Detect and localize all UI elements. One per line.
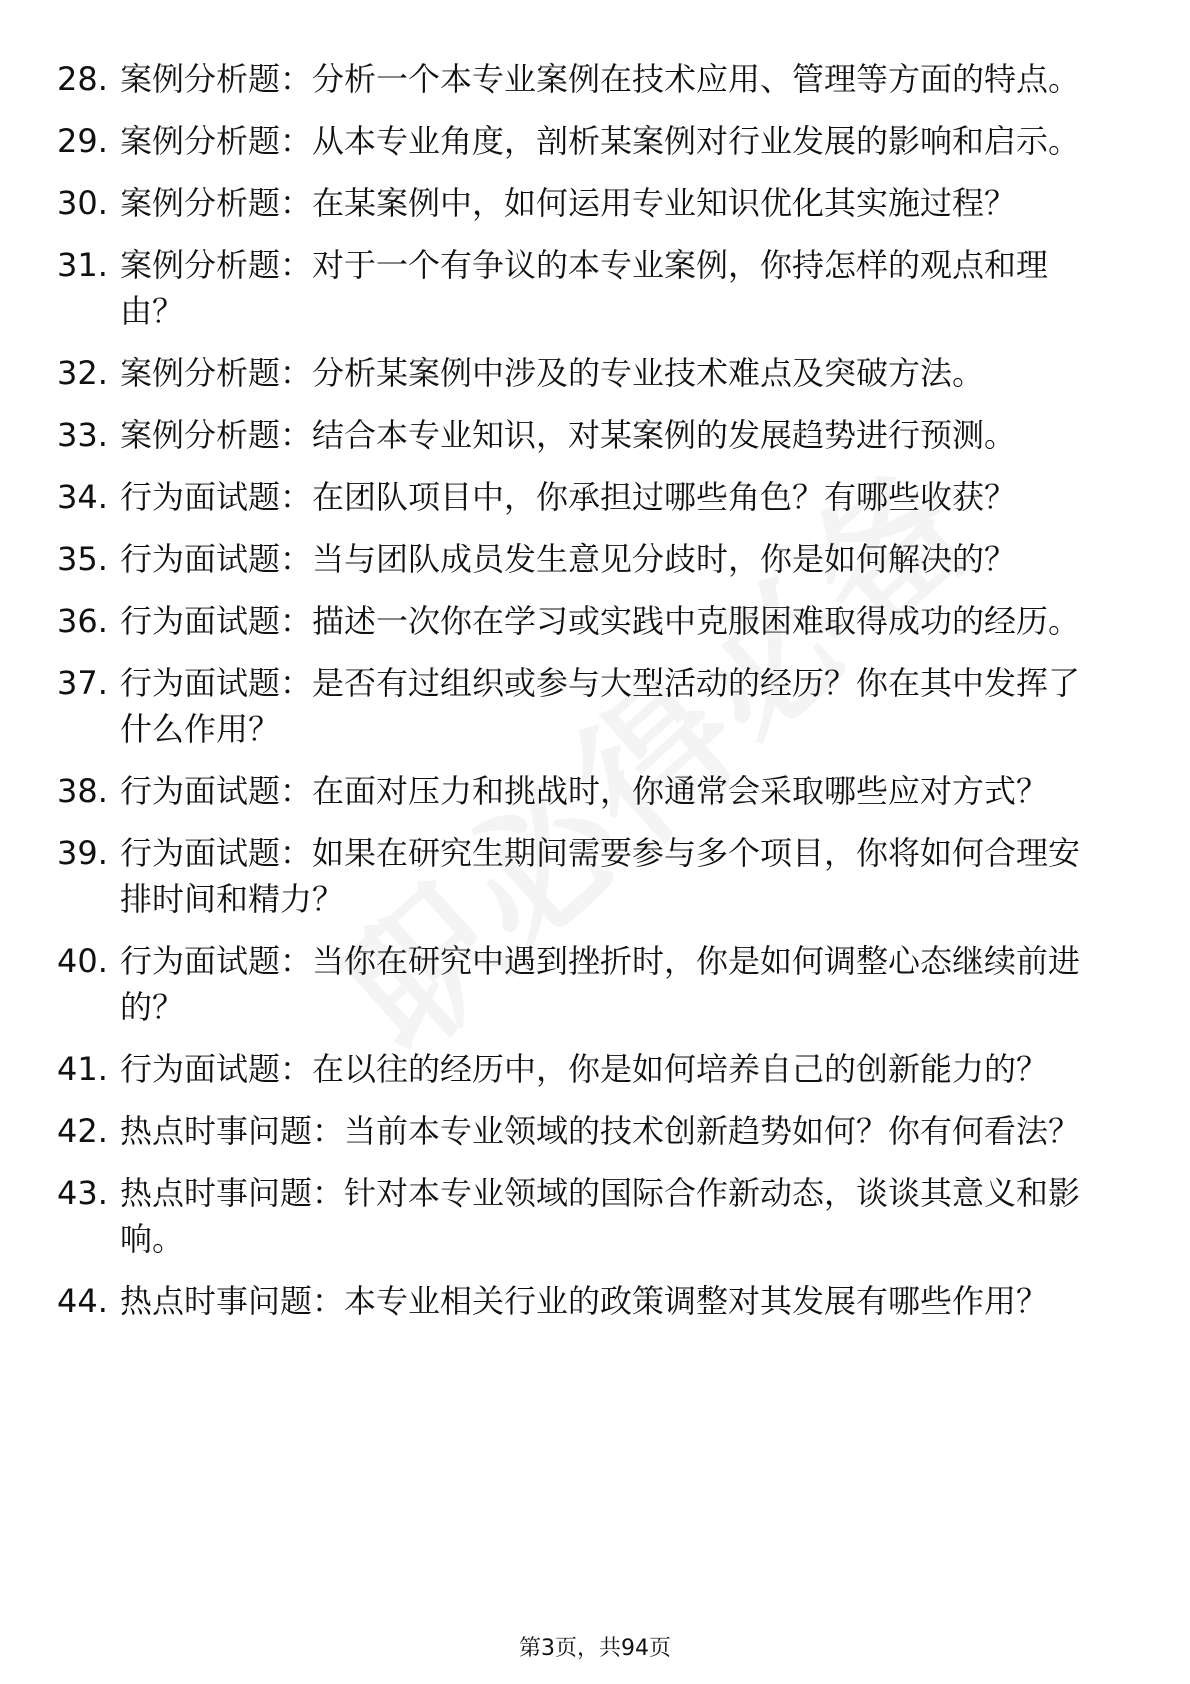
question-category: 行为面试题：: [120, 478, 313, 516]
question-text: 在面对压力和挑战时，你通常会采取哪些应对方式？: [312, 772, 1049, 810]
question-text: 分析一个本专业案例在技术应用、管理等方面的特点。: [312, 60, 1081, 98]
question-body: [120, 180, 1110, 226]
question-category: 案例分析题：: [120, 354, 313, 392]
question-text: 如果在研究生期间需要参与多个项目，你将如何合理安排时间和精力？: [120, 834, 1081, 918]
question-category: 案例分析题：: [120, 60, 313, 98]
question-list: [0, 56, 1190, 1340]
question-number: 39.: [57, 834, 108, 872]
list-item: [0, 350, 1190, 396]
question-body: [120, 242, 1110, 334]
question-number: 32.: [57, 354, 108, 392]
list-item: [0, 660, 1190, 752]
question-number: 28.: [57, 60, 108, 98]
question-body: [120, 598, 1110, 644]
question-category: 热点时事问题：: [120, 1174, 345, 1212]
question-text: 在以往的经历中，你是如何培养自己的创新能力的？: [312, 1050, 1049, 1088]
list-item: [0, 1278, 1190, 1324]
question-text: 在团队项目中，你承担过哪些角色？有哪些收获？: [312, 478, 1017, 516]
list-item: [0, 412, 1190, 458]
question-number: 41.: [57, 1050, 108, 1088]
question-category: 案例分析题：: [120, 416, 313, 454]
question-body: [120, 1278, 1110, 1324]
question-body: [120, 660, 1110, 752]
question-category: 行为面试题：: [120, 834, 313, 872]
question-body: [120, 830, 1110, 922]
question-body: [120, 536, 1110, 582]
question-number: 43.: [57, 1174, 108, 1212]
question-category: 行为面试题：: [120, 942, 313, 980]
list-item: [0, 242, 1190, 334]
question-text: 在某案例中，如何运用专业知识优化其实施过程？: [312, 184, 1017, 222]
question-text: 描述一次你在学习或实践中克服困难取得成功的经历。: [312, 602, 1081, 640]
question-number: 29.: [57, 122, 108, 160]
page-footer: [0, 1631, 1190, 1662]
question-text: 分析某案例中涉及的专业技术难点及突破方法。: [312, 354, 985, 392]
question-text: 当前本专业领域的技术创新趋势如何？你有何看法？: [344, 1112, 1081, 1150]
list-item: [0, 180, 1190, 226]
question-number: 30.: [57, 184, 108, 222]
question-number: 33.: [57, 416, 108, 454]
question-category: 行为面试题：: [120, 664, 313, 702]
list-item: [0, 474, 1190, 520]
question-number: 40.: [57, 942, 108, 980]
question-category: 行为面试题：: [120, 1050, 313, 1088]
question-category: 热点时事问题：: [120, 1112, 345, 1150]
question-number: 44.: [57, 1282, 108, 1320]
question-category: 行为面试题：: [120, 602, 313, 640]
question-number: 38.: [57, 772, 108, 810]
list-item: [0, 536, 1190, 582]
question-text: 是否有过组织或参与大型活动的经历？你在其中发挥了什么作用？: [120, 664, 1081, 748]
question-text: 从本专业角度，剖析某案例对行业发展的影响和启示。: [312, 122, 1081, 160]
question-number: 31.: [57, 246, 108, 284]
list-item: [0, 1046, 1190, 1092]
question-text: 当与团队成员发生意见分歧时，你是如何解决的？: [312, 540, 1017, 578]
list-item: [0, 768, 1190, 814]
question-number: 42.: [57, 1112, 108, 1150]
page-number-label: 第3页，共94页: [519, 1636, 671, 1661]
list-item: [0, 938, 1190, 1030]
question-number: 35.: [57, 540, 108, 578]
question-body: [120, 56, 1110, 102]
question-body: [120, 1046, 1110, 1092]
question-text: 本专业相关行业的政策调整对其发展有哪些作用？: [344, 1282, 1049, 1320]
question-number: 37.: [57, 664, 108, 702]
question-body: [120, 938, 1110, 1030]
list-item: [0, 598, 1190, 644]
question-category: 案例分析题：: [120, 122, 313, 160]
list-item: [0, 1108, 1190, 1154]
question-category: 热点时事问题：: [120, 1282, 345, 1320]
question-category: 案例分析题：: [120, 246, 313, 284]
question-body: [120, 1108, 1110, 1154]
question-text: 结合本专业知识，对某案例的发展趋势进行预测。: [312, 416, 1017, 454]
question-body: [120, 412, 1110, 458]
question-body: [120, 768, 1110, 814]
list-item: [0, 1170, 1190, 1262]
list-item: [0, 830, 1190, 922]
question-text: 针对本专业领域的国际合作新动态，谈谈其意义和影响。: [120, 1174, 1081, 1258]
question-body: [120, 118, 1110, 164]
question-number: 36.: [57, 602, 108, 640]
question-body: [120, 350, 1110, 396]
question-body: [120, 1170, 1110, 1262]
question-body: [120, 474, 1110, 520]
question-text: 当你在研究中遇到挫折时，你是如何调整心态继续前进的？: [120, 942, 1081, 1026]
question-number: 34.: [57, 478, 108, 516]
question-category: 行为面试题：: [120, 540, 313, 578]
list-item: [0, 56, 1190, 102]
question-category: 案例分析题：: [120, 184, 313, 222]
question-category: 行为面试题：: [120, 772, 313, 810]
list-item: [0, 118, 1190, 164]
question-text: 对于一个有争议的本专业案例，你持怎样的观点和理由？: [120, 246, 1049, 330]
